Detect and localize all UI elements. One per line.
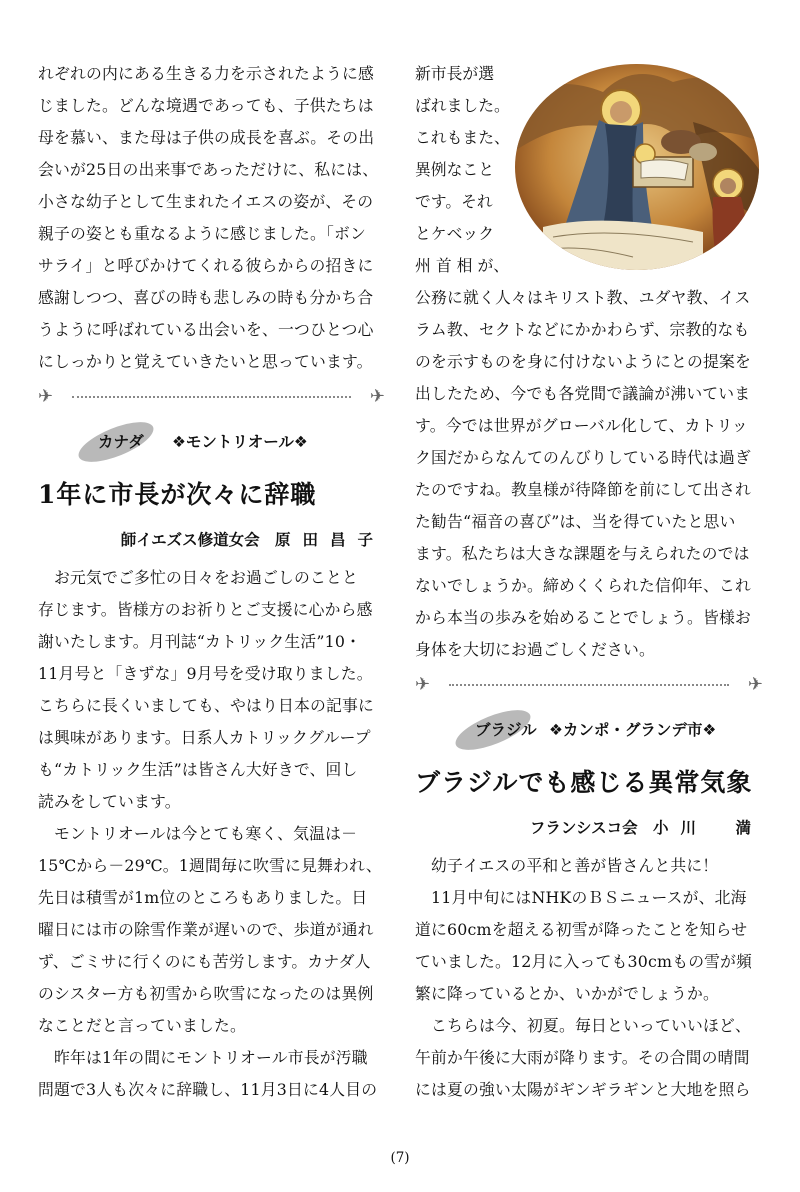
section-country: カナダ xyxy=(98,433,144,451)
article-body xyxy=(415,850,763,1106)
text-line: ク国だからなんてのんびりしている時代は過ぎ xyxy=(415,448,751,467)
wrapped-text-around-image xyxy=(415,58,763,282)
section-country: ブラジル xyxy=(475,721,537,739)
text-line: 州 首 相 が、 xyxy=(415,256,510,275)
text-line: なことだと言っていました。 xyxy=(38,1016,246,1035)
text-line: こちらに長くいましても、やはり日本の記事に xyxy=(38,696,374,715)
text-line: にしっかりと覚えていきたいと思っています。 xyxy=(38,352,373,371)
text-line: も“カトリック生活”は皆さん大好きで、回し xyxy=(38,760,358,779)
text-line: 公務に就く人々はキリスト教、ユダヤ教、イス xyxy=(415,288,751,307)
text-line: 11月中旬にはNHKのＢＳニュースが、北海 xyxy=(415,888,747,907)
text-line: サライ」と呼びかけてくれる彼らからの招きに xyxy=(38,256,374,275)
text-line: 曜日には市の除雪作業が遅いので、歩道が通れ xyxy=(38,920,374,939)
article-byline xyxy=(38,518,385,562)
left-column xyxy=(38,58,385,1106)
text-line: 新市長が選 xyxy=(415,64,494,83)
byline-author: 原田昌子 xyxy=(274,531,385,549)
text-line: ばれました。 xyxy=(415,96,510,115)
text-line: ラム教、セクトなどにかかわらず、宗教的なも xyxy=(415,320,750,339)
text-line: 15℃から－29℃。1週間毎に吹雪に見舞われ、 xyxy=(38,856,382,875)
section-header-canada xyxy=(38,424,385,466)
text-line: た勧告“福音の喜び”は、当を得ていたと思い xyxy=(415,512,736,531)
article-body xyxy=(38,562,385,1106)
article-byline xyxy=(415,806,763,850)
text-line: 謝いたします。月刊誌“カトリック生活”10・ xyxy=(38,632,362,651)
section-divider xyxy=(415,672,763,698)
section-header-brazil xyxy=(415,712,763,754)
text-line: れぞれの内にある生きる力を示されたように感 xyxy=(38,64,374,83)
text-line: は興味があります。日系人カトリックグループ xyxy=(38,728,371,747)
text-line: のシスター方も初雪から吹雪になったのは異例 xyxy=(38,984,374,1003)
text-line: こちらは今、初夏。毎日といっていいほど、 xyxy=(415,1016,751,1035)
airplane-icon: ✈ xyxy=(747,674,763,695)
text-line: これもまた、 xyxy=(415,128,510,147)
text-line: 幼子イエスの平和と善が皆さんと共に！ xyxy=(415,856,719,875)
text-line: から本当の歩みを始めることでしょう。皆様お xyxy=(415,608,751,627)
dotted-rule xyxy=(72,396,351,398)
article-headline: ブラジルでも感じる異常気象 xyxy=(415,768,753,797)
text-line: 繁に降っているとか、いかがでしょうか。 xyxy=(415,984,719,1003)
text-line: のを示すものを身に付けないようにとの提案を xyxy=(415,352,751,371)
text-line: たのですね。教皇様が待降節を前にして出され xyxy=(415,480,751,499)
section-city: ❖モントリオール❖ xyxy=(172,433,308,451)
text-line: 感謝しつつ、喜びの時も悲しみの時も分かち合 xyxy=(38,288,374,307)
text-line: 会いが25日の出来事であっただけに、私には、 xyxy=(38,160,379,179)
text-line: には夏の強い太陽がギンギラギンと大地を照ら xyxy=(415,1080,751,1099)
dotted-rule xyxy=(449,684,729,686)
text-line: 身体を大切にお過ごしください。 xyxy=(415,640,655,659)
text-line: とケベック xyxy=(415,224,494,243)
text-line: 道に60cmを超える初雪が降ったことを知らせ xyxy=(415,920,748,939)
text-line: 読みをしています。 xyxy=(38,792,181,811)
section-city: ❖カンポ・グランデ市❖ xyxy=(549,721,717,739)
text-line: うように呼ばれている出会いを、一つひとつ心 xyxy=(38,320,374,339)
text-line: ず、ごミサに行くのにも苦労します。カナダ人 xyxy=(38,952,371,971)
text-line: 存じます。皆様方のお祈りとご支援に心から感 xyxy=(38,600,373,619)
section-divider xyxy=(38,384,385,410)
byline-organization: 師イエズス修道女会 xyxy=(120,531,260,549)
text-line: ないでしょうか。締めくくられた信仰年、これ xyxy=(415,576,751,595)
text-line: です。それ xyxy=(415,192,493,211)
text-line: 昨年は1年の間にモントリオール市長が汚職 xyxy=(38,1048,368,1067)
text-line: 異例なこと xyxy=(415,160,494,179)
airplane-icon: ✈ xyxy=(369,386,385,407)
text-line: お元気でご多忙の日々をお過ごしのことと xyxy=(38,568,358,587)
text-line: 問題で3人も次々に辞職し、11月3日に4人目の xyxy=(38,1080,378,1099)
text-line: じました。どんな境遇であっても、子供たちは xyxy=(38,96,374,115)
text-line: 小さな幼子として生まれたイエスの姿が、その xyxy=(38,192,374,211)
continued-article-text xyxy=(38,58,385,378)
text-line: 親子の姿とも重なるように感じました。「ボン xyxy=(38,224,367,243)
right-column xyxy=(415,58,763,1106)
text-line: ていました。12月に入っても30cmもの雪が頻 xyxy=(415,952,753,971)
text-line: 母を慕い、また母は子供の成長を喜ぶ。その出 xyxy=(38,128,375,147)
airplane-icon: ✈ xyxy=(38,386,54,407)
text-line: 午前か午後に大雨が降ります。その合間の晴間 xyxy=(415,1048,750,1067)
byline-organization: フランシスコ会 xyxy=(529,819,638,837)
text-line: 先日は積雪が1m位のところもありました。日 xyxy=(38,888,368,907)
byline-author: 小川 満 xyxy=(652,819,763,837)
article-headline: 1年に市長が次々に辞職 xyxy=(38,480,317,509)
text-line: 出したため、今でも各党間で議論が沸いていま xyxy=(415,384,751,403)
airplane-icon: ✈ xyxy=(415,674,431,695)
text-line: す。今では世界がグローバル化して、カトリッ xyxy=(415,416,748,435)
article-body xyxy=(415,282,763,666)
text-line: ます。私たちは大きな課題を与えられたのでは xyxy=(415,544,750,563)
page-number: (7) xyxy=(390,1150,410,1166)
text-line: 11月号と「きずな」9月号を受け取りました。 xyxy=(38,664,373,683)
text-line: モントリオールは今とても寒く、気温は－ xyxy=(38,824,358,843)
